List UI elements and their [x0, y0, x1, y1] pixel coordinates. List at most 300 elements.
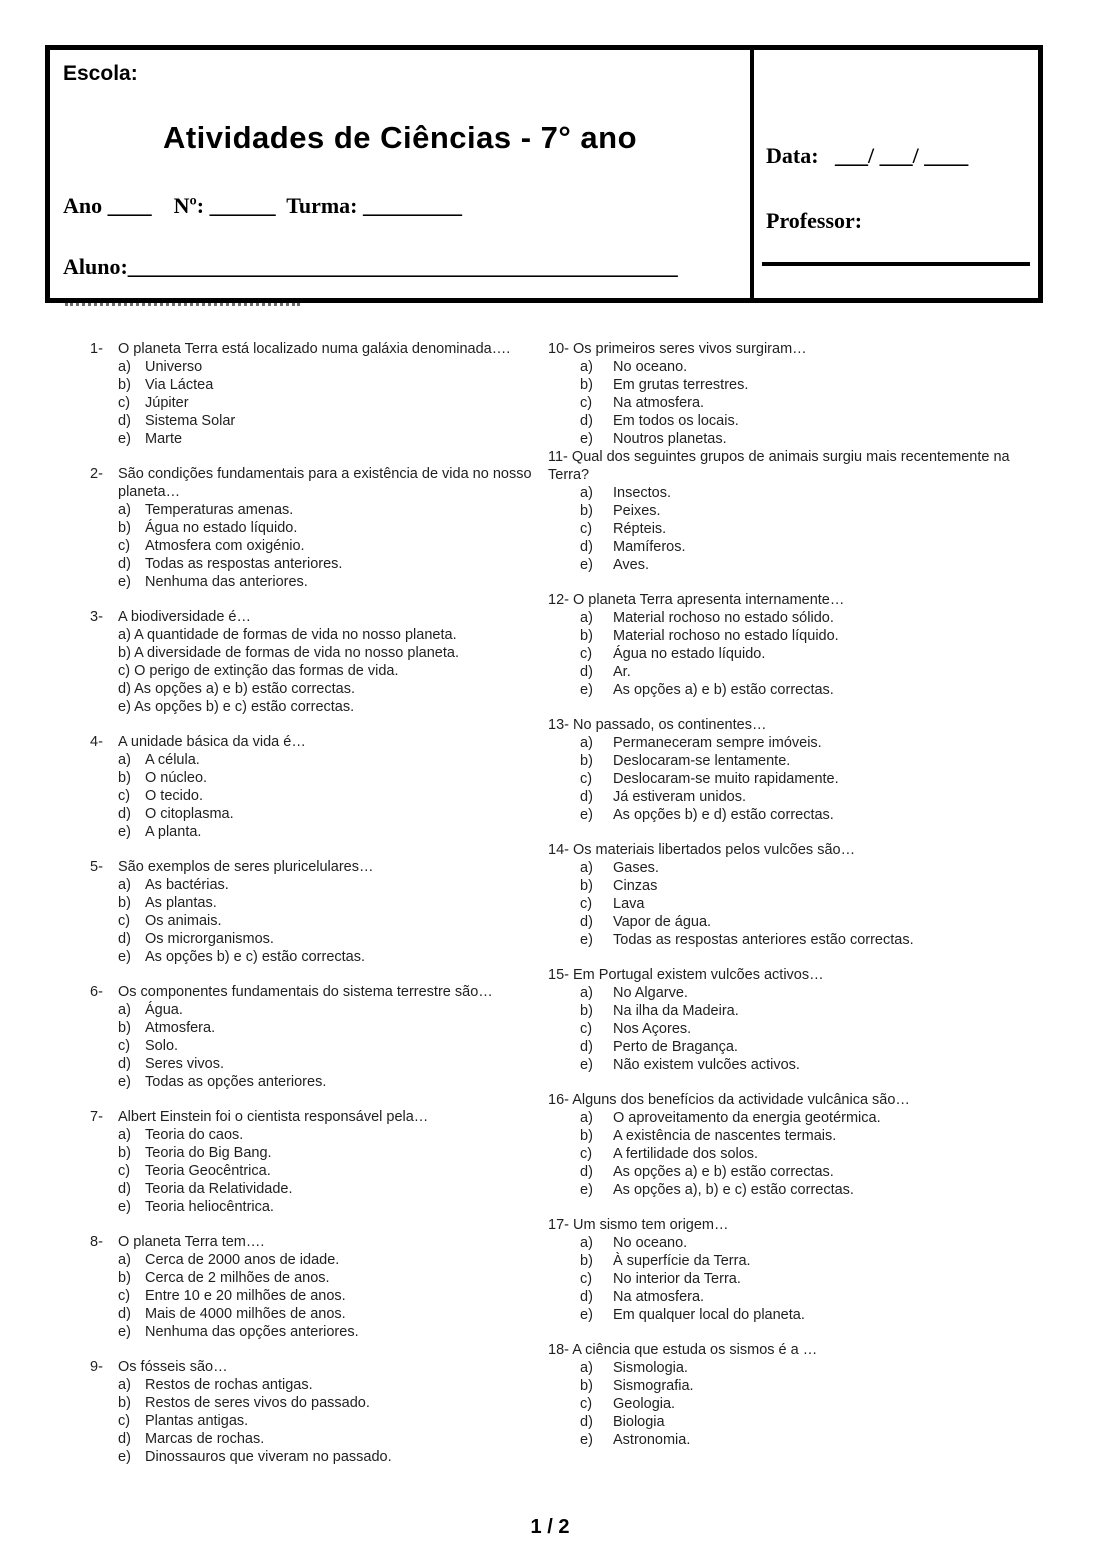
option-item [118, 1144, 545, 1162]
option-item [580, 1038, 1038, 1056]
option-letter: e) [580, 1432, 593, 1448]
question-item [90, 733, 545, 841]
option-item [118, 626, 545, 644]
option-letter: e) [118, 699, 131, 715]
options-list [548, 609, 1038, 699]
option-letter: d) [118, 681, 131, 697]
page-title: Atividades de Ciências - 7° ano [162, 120, 638, 155]
option-text: Restos de rochas antigas. [145, 1377, 313, 1393]
option-text: As opções a) e b) estão correctas. [134, 681, 355, 697]
option-letter: e) [580, 557, 593, 573]
option-letter: e) [580, 932, 593, 948]
option-text: Vapor de água. [613, 914, 712, 930]
question-text: Alguns dos benefícios da actividade vulcânica são… [572, 1092, 910, 1108]
question-item [548, 841, 1038, 949]
option-item [118, 1037, 545, 1055]
option-item [580, 556, 1038, 574]
option-letter: a) [580, 1360, 593, 1376]
option-text: As opções a) e b) estão correctas. [613, 682, 834, 698]
option-text: Marte [145, 431, 183, 447]
options-list [90, 876, 545, 966]
option-text: Todas as respostas anteriores estão correctas. [613, 932, 914, 948]
question-text: O planeta Terra tem…. [118, 1234, 265, 1250]
question-number: 17- [548, 1217, 569, 1233]
option-item [580, 1413, 1038, 1431]
option-text: Solo. [145, 1038, 179, 1054]
question-title [548, 1216, 1038, 1234]
option-item [580, 358, 1038, 376]
option-item [118, 1448, 545, 1466]
option-letter: d) [118, 931, 131, 947]
option-text: As bactérias. [145, 877, 229, 893]
question-item [90, 340, 545, 448]
option-text: Água. [145, 1002, 183, 1018]
option-text: As opções a), b) e c) estão correctas. [613, 1182, 854, 1198]
question-number: 10- [548, 341, 569, 357]
question-item [548, 1091, 1038, 1199]
option-item [580, 752, 1038, 770]
question-number: 16- [548, 1092, 569, 1108]
option-letter: a) [118, 1252, 131, 1268]
question-item [90, 983, 545, 1091]
question-number: 6- [90, 984, 103, 1000]
option-text: Noutros planetas. [613, 431, 727, 447]
option-item [118, 1376, 545, 1394]
question-number: 11- [548, 449, 568, 465]
option-item [118, 644, 545, 662]
option-text: Atmosfera. [145, 1020, 216, 1036]
question-text: A biodiversidade é… [118, 609, 251, 625]
question-text: Os materiais libertados pelos vulcões são… [573, 842, 856, 858]
option-item [118, 948, 545, 966]
question-item [90, 1358, 545, 1466]
option-text: Cinzas [613, 878, 658, 894]
option-text: Teoria Geocêntrica. [145, 1163, 271, 1179]
option-letter: b) [580, 878, 593, 894]
options-list [548, 734, 1038, 824]
option-item [118, 555, 545, 573]
options-list [90, 1126, 545, 1216]
option-item [580, 394, 1038, 412]
option-letter: b) [118, 1020, 131, 1036]
header-left-panel [50, 50, 754, 298]
question-title [90, 608, 545, 626]
option-text: Na atmosfera. [613, 395, 705, 411]
question-number: 3- [90, 609, 103, 625]
option-item [118, 823, 545, 841]
header-box [45, 45, 1043, 303]
option-text: Atmosfera com oxigénio. [145, 538, 305, 554]
option-item [118, 1001, 545, 1019]
option-text: A célula. [145, 752, 200, 768]
option-letter: b) [118, 1270, 131, 1286]
question-text: Os fósseis são… [118, 1359, 228, 1375]
option-letter: e) [118, 574, 131, 590]
option-item [118, 1180, 545, 1198]
option-letter: d) [580, 664, 593, 680]
option-item [118, 412, 545, 430]
option-text: Sistema Solar [145, 413, 236, 429]
question-title [90, 465, 545, 501]
option-item [580, 502, 1038, 520]
question-number: 9- [90, 1359, 103, 1375]
option-text: Todas as opções anteriores. [145, 1074, 327, 1090]
option-letter: e) [580, 431, 593, 447]
option-letter: b) [118, 1145, 131, 1161]
option-item [580, 1109, 1038, 1127]
options-list [548, 358, 1038, 448]
option-letter: e) [118, 1074, 131, 1090]
options-list [90, 501, 545, 591]
option-item [118, 1126, 545, 1144]
option-item [580, 520, 1038, 538]
option-text: Todas as respostas anteriores. [145, 556, 343, 572]
question-text: O planeta Terra está localizado numa galáxia denominada…. [118, 341, 511, 357]
option-letter: d) [580, 914, 593, 930]
school-label: Escola: [63, 62, 138, 85]
option-item [118, 1073, 545, 1091]
option-text: A fertilidade dos solos. [613, 1146, 759, 1162]
option-item [580, 1270, 1038, 1288]
option-letter: a) [118, 502, 131, 518]
question-title [90, 1108, 545, 1126]
option-text: O tecido. [145, 788, 204, 804]
option-text: As opções b) e d) estão correctas. [613, 807, 834, 823]
professor-signature-rule [762, 262, 1030, 266]
option-item [118, 1323, 545, 1341]
option-text: O aproveitamento da energia geotérmica. [613, 1110, 881, 1126]
option-letter: c) [580, 646, 593, 662]
option-item [118, 662, 545, 680]
option-text: A quantidade de formas de vida no nosso planeta. [134, 627, 457, 643]
question-title [90, 1233, 545, 1251]
option-item [118, 1198, 545, 1216]
option-text: As plantas. [145, 895, 217, 911]
option-text: A planta. [145, 824, 202, 840]
question-item [90, 465, 545, 591]
options-list [90, 1001, 545, 1091]
option-text: A diversidade de formas de vida no nosso planeta. [134, 645, 459, 661]
option-item [580, 1288, 1038, 1306]
option-item [580, 1252, 1038, 1270]
option-item [118, 769, 545, 787]
question-item [548, 591, 1038, 699]
option-item [580, 1377, 1038, 1395]
question-number: 13- [548, 717, 569, 733]
option-letter: e) [118, 949, 131, 965]
option-text: A existência de nascentes termais. [613, 1128, 837, 1144]
question-text: Os primeiros seres vivos surgiram… [573, 341, 807, 357]
option-text: As opções b) e c) estão correctas. [134, 699, 355, 715]
option-letter: a) [580, 735, 593, 751]
option-item [118, 1251, 545, 1269]
option-letter: e) [118, 824, 131, 840]
option-letter: e) [580, 807, 593, 823]
option-text: À superfície da Terra. [613, 1253, 751, 1269]
option-item [580, 1431, 1038, 1449]
year-number-class-line: Ano ____ Nº: ______ Turma: _________ [63, 193, 463, 218]
options-list [90, 751, 545, 841]
options-list [548, 1359, 1038, 1449]
option-letter: e) [118, 1449, 131, 1465]
option-letter: e) [118, 1199, 131, 1215]
option-item [580, 1181, 1038, 1199]
question-text: Os componentes fundamentais do sistema terrestre são… [118, 984, 493, 1000]
options-list [90, 1251, 545, 1341]
option-text: Não existem vulcões activos. [613, 1057, 800, 1073]
option-item [580, 1002, 1038, 1020]
question-text: A unidade básica da vida é… [118, 734, 306, 750]
question-item [548, 340, 1038, 448]
option-text: Nos Açores. [613, 1021, 692, 1037]
option-letter: d) [118, 413, 131, 429]
question-number: 1- [90, 341, 103, 357]
option-letter: b) [580, 628, 593, 644]
option-text: No oceano. [613, 1235, 688, 1251]
option-letter: b) [580, 377, 593, 393]
question-item [90, 608, 545, 716]
options-list [90, 626, 545, 716]
option-item [118, 573, 545, 591]
option-letter: a) [580, 485, 593, 501]
option-letter: e) [118, 431, 131, 447]
option-letter: c) [580, 1021, 593, 1037]
option-letter: c) [118, 1288, 131, 1304]
option-item [580, 877, 1038, 895]
option-item [118, 894, 545, 912]
option-item [580, 1395, 1038, 1413]
questions-column-right [548, 340, 1038, 1449]
date-line: Data: ___/ ___/ ____ [766, 143, 969, 168]
option-letter: a) [118, 877, 131, 893]
option-text: Ar. [613, 664, 631, 680]
option-text: Deslocaram-se muito rapidamente. [613, 771, 839, 787]
option-item [118, 1055, 545, 1073]
option-item [118, 376, 545, 394]
option-letter: c) [118, 1163, 131, 1179]
option-item [580, 1234, 1038, 1252]
option-text: O núcleo. [145, 770, 208, 786]
option-text: Teoria do caos. [145, 1127, 244, 1143]
option-text: Água no estado líquido. [145, 520, 298, 536]
option-item [118, 680, 545, 698]
option-text: Biologia [613, 1414, 665, 1430]
option-item [118, 430, 545, 448]
option-text: O citoplasma. [145, 806, 234, 822]
question-title [90, 340, 545, 358]
option-item [580, 430, 1038, 448]
option-text: No interior da Terra. [613, 1271, 741, 1287]
option-letter: a) [118, 627, 131, 643]
option-text: Mais de 4000 milhões de anos. [145, 1306, 346, 1322]
option-text: Cerca de 2000 anos de idade. [145, 1252, 340, 1268]
option-letter: a) [580, 985, 593, 1001]
options-list [548, 1234, 1038, 1324]
option-item [580, 1163, 1038, 1181]
option-letter: d) [580, 1414, 593, 1430]
questions-column-left [90, 340, 545, 1466]
option-letter: b) [118, 895, 131, 911]
option-letter: b) [118, 770, 131, 786]
option-text: Teoria da Relatividade. [145, 1181, 293, 1197]
option-item [118, 1269, 545, 1287]
question-number: 12- [548, 592, 569, 608]
option-letter: d) [580, 1164, 593, 1180]
option-letter: b) [580, 1128, 593, 1144]
question-title [90, 983, 545, 1001]
option-text: Os animais. [145, 913, 222, 929]
option-text: Em qualquer local do planeta. [613, 1307, 805, 1323]
option-item [118, 501, 545, 519]
option-text: Na ilha da Madeira. [613, 1003, 739, 1019]
option-item [118, 1305, 545, 1323]
option-item [580, 984, 1038, 1002]
option-text: As opções a) e b) estão correctas. [613, 1164, 834, 1180]
option-item [580, 645, 1038, 663]
option-text: Os microrganismos. [145, 931, 274, 947]
option-item [580, 1145, 1038, 1163]
options-list [90, 1376, 545, 1466]
option-item [580, 1127, 1038, 1145]
option-text: Astronomia. [613, 1432, 691, 1448]
option-letter: c) [580, 395, 593, 411]
option-text: Perto de Bragança. [613, 1039, 738, 1055]
question-item [90, 1233, 545, 1341]
option-text: Permaneceram sempre imóveis. [613, 735, 822, 751]
option-text: Insectos. [613, 485, 672, 501]
question-title [548, 716, 1038, 734]
option-text: Teoria do Big Bang. [145, 1145, 272, 1161]
option-text: Dinossauros que viveram no passado. [145, 1449, 392, 1465]
option-letter: c) [118, 788, 131, 804]
option-letter: d) [580, 789, 593, 805]
option-letter: d) [580, 1039, 593, 1055]
option-letter: c) [118, 663, 131, 679]
option-text: Em todos os locais. [613, 413, 739, 429]
option-letter: b) [580, 503, 593, 519]
option-letter: c) [118, 913, 131, 929]
option-letter: b) [580, 1378, 593, 1394]
question-title [90, 858, 545, 876]
option-text: Universo [145, 359, 203, 375]
option-letter: d) [118, 1056, 131, 1072]
option-text: Sismografia. [613, 1378, 694, 1394]
option-letter: b) [118, 377, 131, 393]
question-title [548, 966, 1038, 984]
option-item [580, 806, 1038, 824]
option-item [580, 376, 1038, 394]
option-text: Seres vivos. [145, 1056, 224, 1072]
option-text: Deslocaram-se lentamente. [613, 753, 791, 769]
option-item [580, 1306, 1038, 1324]
option-item [118, 1394, 545, 1412]
option-text: Nenhuma das opções anteriores. [145, 1324, 359, 1340]
option-text: Material rochoso no estado líquido. [613, 628, 839, 644]
option-item [118, 698, 545, 716]
option-text: Cerca de 2 milhões de anos. [145, 1270, 330, 1286]
question-number: 5- [90, 859, 103, 875]
option-item [580, 859, 1038, 877]
option-letter: a) [118, 752, 131, 768]
option-item [118, 787, 545, 805]
option-letter: e) [580, 1307, 593, 1323]
option-item [118, 1162, 545, 1180]
question-number: 7- [90, 1109, 103, 1125]
option-letter: c) [580, 1396, 593, 1412]
option-item [580, 1056, 1038, 1074]
option-letter: e) [118, 1324, 131, 1340]
option-letter: c) [580, 896, 593, 912]
option-letter: d) [580, 539, 593, 555]
question-text: Qual dos seguintes grupos de animais surgiu mais recentemente na Terra? [548, 449, 1010, 483]
option-text: Teoria heliocêntrica. [145, 1199, 274, 1215]
options-list [548, 1109, 1038, 1199]
option-letter: b) [118, 645, 131, 661]
question-number: 4- [90, 734, 103, 750]
option-letter: a) [580, 1235, 593, 1251]
option-text: Plantas antigas. [145, 1413, 249, 1429]
option-letter: a) [118, 1127, 131, 1143]
question-item [548, 1216, 1038, 1324]
option-text: Peixes. [613, 503, 661, 519]
option-letter: c) [580, 771, 593, 787]
option-text: Lava [613, 896, 645, 912]
option-text: Aves. [613, 557, 650, 573]
option-item [118, 912, 545, 930]
option-letter: b) [118, 1395, 131, 1411]
question-item [548, 966, 1038, 1074]
option-letter: d) [118, 1181, 131, 1197]
question-title [548, 591, 1038, 609]
option-letter: a) [580, 860, 593, 876]
question-number: 2- [90, 466, 103, 482]
option-letter: c) [580, 1271, 593, 1287]
option-item [580, 931, 1038, 949]
option-letter: a) [580, 359, 593, 375]
question-number: 8- [90, 1234, 103, 1250]
question-title [90, 733, 545, 751]
option-text: Júpiter [145, 395, 189, 411]
option-text: Nenhuma das anteriores. [145, 574, 308, 590]
question-title [548, 340, 1038, 358]
option-letter: c) [118, 1413, 131, 1429]
student-name-line: Aluno:__________________________________________________ [63, 254, 678, 279]
option-item [118, 358, 545, 376]
option-item [118, 1412, 545, 1430]
options-list [548, 484, 1038, 574]
question-number: 18- [548, 1342, 569, 1358]
option-item [580, 484, 1038, 502]
question-text: No passado, os continentes… [573, 717, 767, 733]
question-title [548, 448, 1038, 484]
option-letter: c) [118, 538, 131, 554]
option-item [118, 1430, 545, 1448]
option-letter: d) [118, 1431, 131, 1447]
option-text: Em grutas terrestres. [613, 377, 749, 393]
question-item [90, 1108, 545, 1216]
question-number: 15- [548, 967, 569, 983]
option-item [580, 1359, 1038, 1377]
options-list [548, 984, 1038, 1074]
option-text: Na atmosfera. [613, 1289, 705, 1305]
option-letter: c) [580, 1146, 593, 1162]
option-item [580, 788, 1038, 806]
option-item [580, 681, 1038, 699]
question-item [548, 716, 1038, 824]
option-text: Geologia. [613, 1396, 676, 1412]
option-letter: a) [580, 1110, 593, 1126]
option-item [118, 537, 545, 555]
